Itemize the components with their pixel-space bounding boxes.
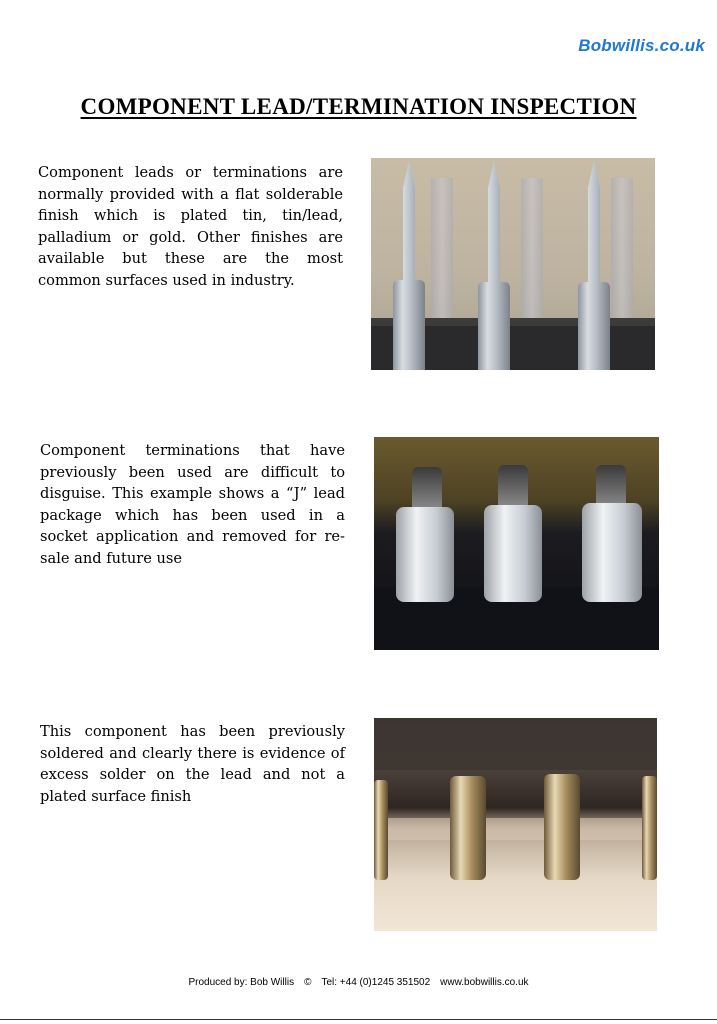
brand-logo: Bobwillis.co.uk [578,36,705,55]
soldered-lead-photo [374,718,657,931]
page-title: COMPONENT LEAD/TERMINATION INSPECTION [80,94,637,119]
footer-website: www.bobwillis.co.uk [440,977,529,988]
section-3-text: This component has been previously soldered and clearly there is evidence of excess solder on the lead and not a plated surface finish [40,723,345,805]
footer-produced-by: Produced by: Bob Willis [188,977,295,988]
footer-telephone: Tel: +44 (0)1245 351502 [321,977,431,988]
copyright-symbol: © [304,977,312,988]
section-1-text: Component leads or terminations are normally provided with a flat solderable finish which is plated tin, tin/lead, palladium or gold. Other finishes are available but these are the most common surfaces used in industry. [38,164,343,289]
bottom-divider [0,1019,717,1020]
component-leads-photo [371,158,655,370]
j-lead-package-photo [374,437,659,650]
page-footer [0,977,717,988]
section-2-text: Component terminations that have previously been used are difficult to disguise. This example shows a “J” lead package which has been used in a socket application and removed for re-sale and future use [40,442,345,567]
